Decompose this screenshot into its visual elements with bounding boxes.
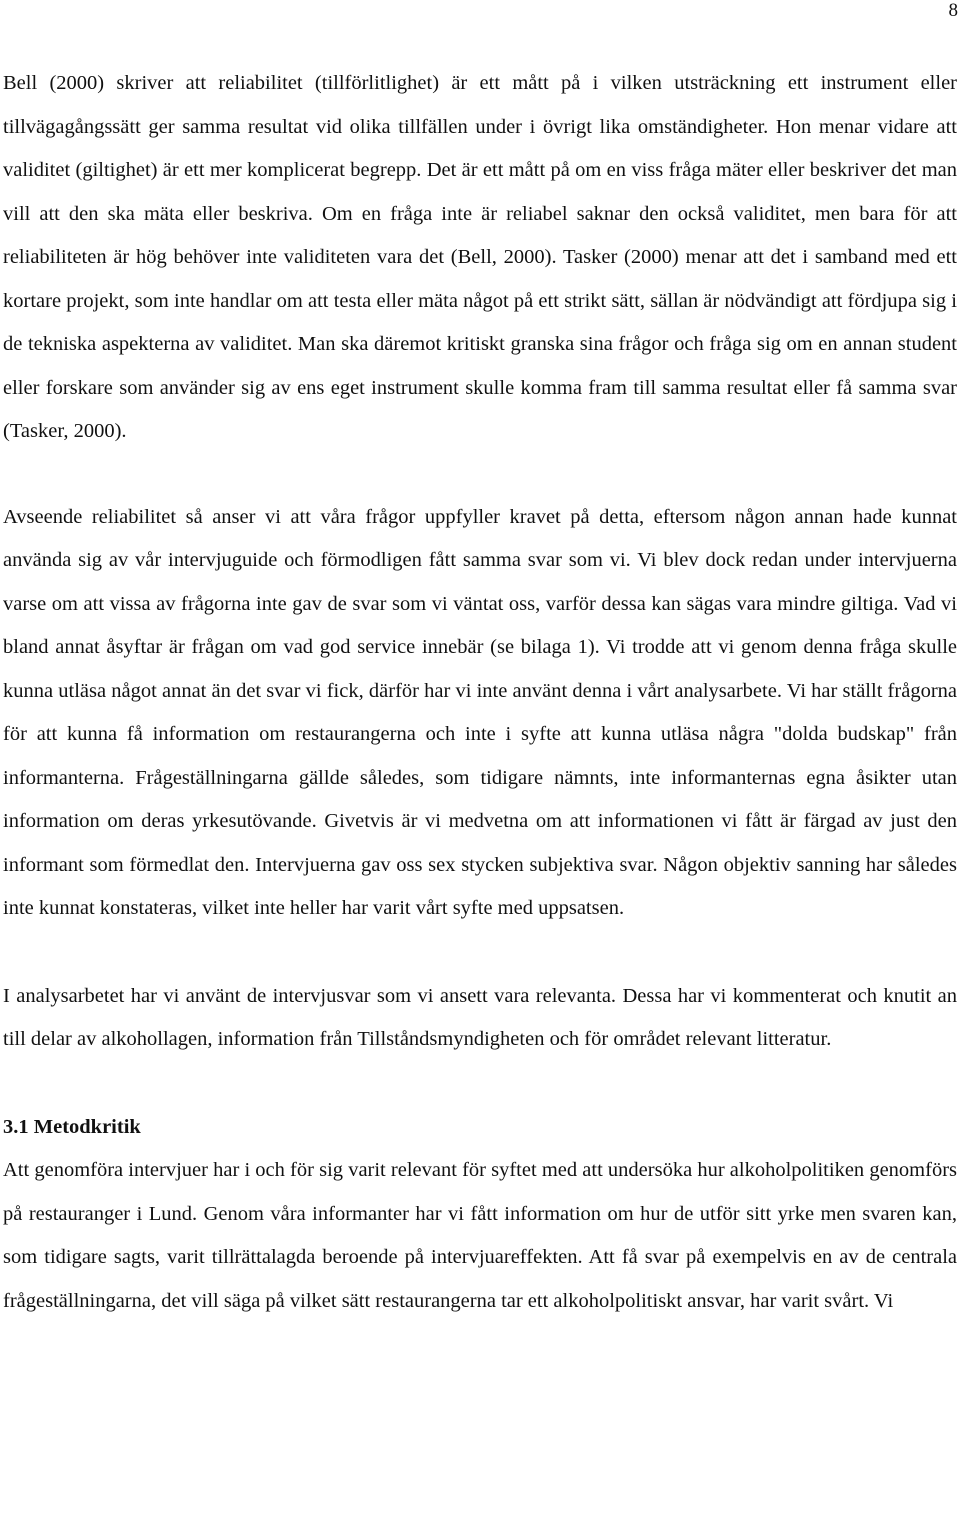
paragraph-reliability-assessment: Avseende reliabilitet så anser vi att våra frågor uppfyller kravet på detta, eftersom någon annan hade kunnat använda sig av vår intervjuguide och förmodligen fått samma svar som vi. Vi blev dock redan under intervjuerna varse om att vissa av frågorna inte gav de svar som vi väntat oss, varför dessa kan sägas vara mindre giltiga. Vad vi bland annat åsyftar är frågan om vad god service innebär (se bilaga 1). Vi trodde att vi genom denna fråga skulle kunna utläsa något annat än det svar vi fick, därför har vi inte använt denna i vårt analysarbete. Vi har ställt frågorna för att kunna få information om restaurangerna och inte i syfte att kunna utläsa några "dolda budskap" från informanterna. Frågeställningarna gällde således, som tidigare nämnts, inte informanternas egna åsikter utan information om deras yrkesutövande. Givetvis är vi medvetna om att informationen vi fått är färgad av just den informant som förmedlat den. Intervjuerna gav oss sex stycken subjektiva svar. Någon objektiv sanning har således inte kunnat konstateras, vilket inte heller har varit vårt syfte med uppsatsen. (3, 505, 957, 919)
page-number: 8 (948, 0, 958, 21)
section-heading-metodkritik: 3.1 Metodkritik (3, 1115, 141, 1138)
paragraph-metodkritik: Att genomföra intervjuer har i och för sig varit relevant för syftet med att undersöka hur alkoholpolitiken genomförs på restauranger i Lund. Genom våra informanter har vi fått information om hur de utför sitt yrke men svaren kan, som tidigare sagts, varit tillrättalagda beroende på intervjuareffekten. Att få svar på exempelvis en av de centrala frågeställningarna, det vill säga på vilket sätt restaurangerna tar ett alkoholpolitiskt ansvar, har varit svårt. Vi (3, 1159, 957, 1312)
paragraph-analysis-work: I analysarbetet har vi använt de intervjusvar som vi ansett vara relevanta. Dessa har vi kommenterat och knutit an till delar av alkohollagen, information från Tillståndsmyndigheten och för området relevant litteratur. (3, 984, 957, 1050)
document-body (3, 62, 957, 1323)
paragraph-reliability-validity: Bell (2000) skriver att reliabilitet (tillförlitlighet) är ett mått på i vilken utsträckning ett instrument eller tillvägagångssätt ger samma resultat vid olika tillfällen under i övrigt lika omständigheter. Hon menar vidare att validitet (giltighet) är ett mer komplicerat begrepp. Det är ett mått på om en viss fråga mäter eller beskriver det man vill att den ska mäta eller beskriva. Om en fråga inte är reliabel saknar den också validitet, men bara för att reliabiliteten är hög behöver inte validiteten vara det (Bell, 2000). Tasker (2000) menar att det i samband med ett kortare projekt, som inte handlar om att testa eller mäta något på ett strikt sätt, sällan är nödvändigt att fördjupa sig i de tekniska aspekterna av validitet. Man ska däremot kritiskt granska sina frågor och fråga sig om en annan student eller forskare som använder sig av ens eget instrument skulle komma fram till samma resultat eller få samma svar (Tasker, 2000). (3, 72, 957, 442)
